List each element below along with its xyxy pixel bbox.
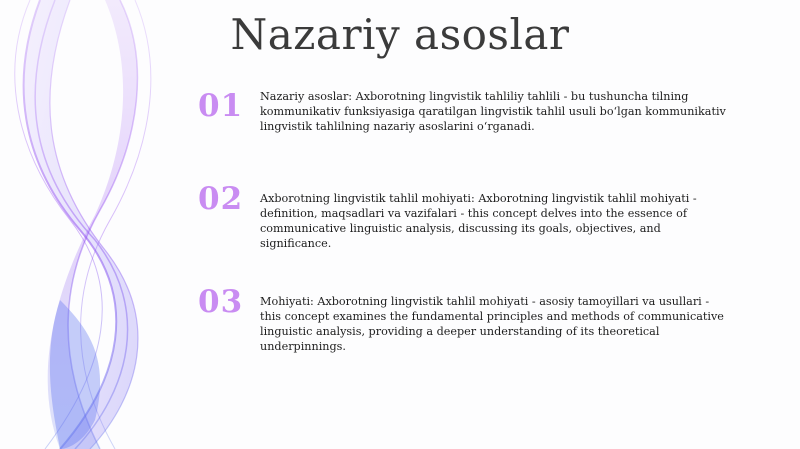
item-text: Nazariy asoslar: Axborotning lingvistik tahliliy tahlili - bu tushuncha tilning kommunikativ funksiyasiga qaratilgan lingvistik tahlil usuli boʻlgan kommunikativ lingvistik tahlilning nazariy asoslarini oʻrganadi. xyxy=(260,90,726,133)
item-text: Axborotning lingvistik tahlil mohiyati: Axborotning lingvistik tahlil mohiyati - definition, maqsadlari va vazifalari - this concept delves into the essence of communicative linguistic analysis, discussing its goals, objectives, and significance. xyxy=(260,192,697,250)
item-number: 03 xyxy=(198,284,244,320)
page-title: Nazariy asoslar xyxy=(230,10,570,59)
item-number: 01 xyxy=(198,88,244,124)
item-number: 02 xyxy=(198,181,244,217)
item-text: Mohiyati: Axborotning lingvistik tahlil mohiyati - asosiy tamoyillari va usullari - this concept examines the fundamental principles and methods of communicative linguistic analysis, providing a deeper understanding of its theoretical underpinnings. xyxy=(260,295,724,353)
decorative-ribbon xyxy=(0,0,190,449)
